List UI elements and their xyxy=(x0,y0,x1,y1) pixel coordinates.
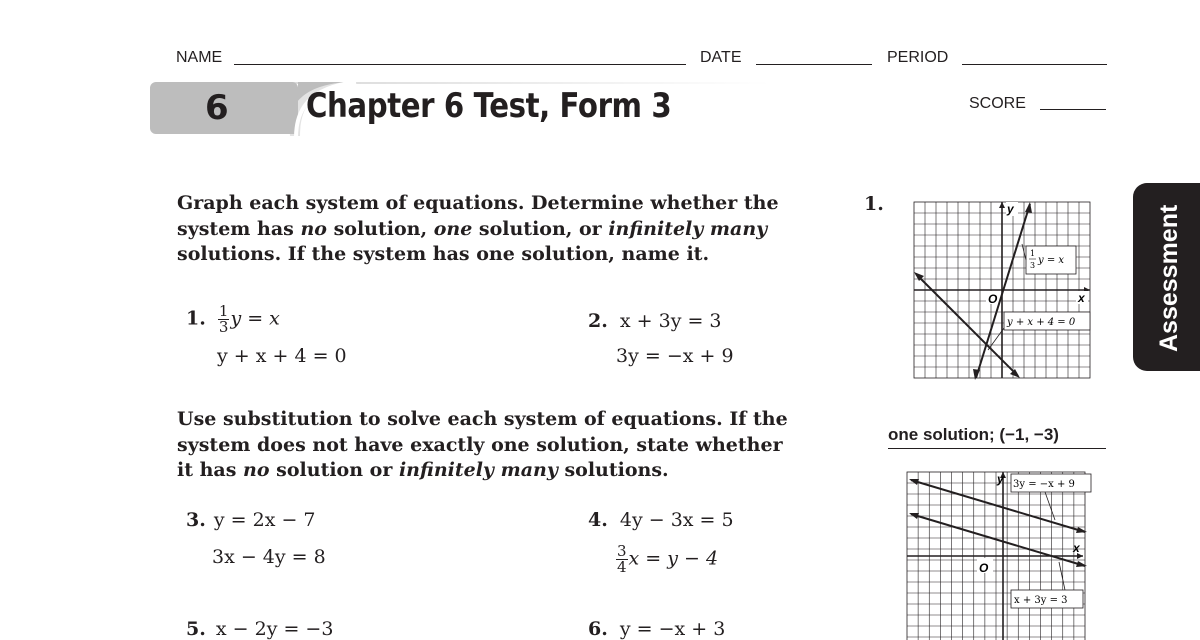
problem-2-eq2: 3y = −x + 9 xyxy=(616,345,734,367)
graph2-label-b: x + 3y = 3 xyxy=(1014,595,1068,606)
graph1-label-a-num: 1 xyxy=(1030,249,1036,258)
graph2-x-label: x xyxy=(1073,541,1080,555)
problem-1-eq2: y + x + 4 = 0 xyxy=(217,345,347,367)
answer-1-number: 1. xyxy=(864,193,884,215)
instr-line: it has no solution or infinitely many solutions. xyxy=(177,459,669,481)
name-blank[interactable] xyxy=(234,64,686,65)
problem-4-eq2: $\frac{3}{4}$ x = y − 4 xyxy=(617,542,719,576)
graph1-x-label: x xyxy=(1078,291,1085,305)
graph1-label-b: y + x + 4 = 0 xyxy=(1007,317,1076,328)
score-label: SCORE xyxy=(969,95,1026,112)
graph2-origin-label: O xyxy=(979,561,989,575)
answer-graph-1 xyxy=(912,200,1094,382)
answer-1-blank xyxy=(888,448,1106,449)
graph1-origin-label: O xyxy=(988,292,998,306)
graph2-label-a: 3y = −x + 9 xyxy=(1013,479,1075,490)
name-label: NAME xyxy=(176,49,223,66)
date-blank[interactable] xyxy=(756,64,872,65)
page-title: Chapter 6 Test, Form 3 xyxy=(306,86,672,126)
score-blank[interactable] xyxy=(1040,109,1106,110)
instr-line: solutions. If the system has one solution, name it. xyxy=(177,243,710,265)
problem-4-eq1: 4. 4y − 3x = 5 xyxy=(588,509,734,531)
problem-3-eq1: 3. y = 2x − 7 xyxy=(186,509,316,531)
instr-line: system has no solution, one solution, or infinitely many xyxy=(177,217,768,240)
problem-3-eq2: 3x − 4y = 8 xyxy=(212,546,326,568)
graph1-y-label: y xyxy=(1007,202,1014,216)
answer-1-text: one solution; (−1, −3) xyxy=(888,425,1059,444)
substitution-instructions xyxy=(177,407,837,484)
period-label: PERIOD xyxy=(887,49,949,66)
chapter-number: 6 xyxy=(205,88,229,128)
assessment-tab-label: Assessment xyxy=(1155,204,1183,352)
date-label: DATE xyxy=(700,49,742,66)
graph-instructions xyxy=(177,191,837,268)
instr-line: Use substitution to solve each system of equations. If the xyxy=(177,408,788,430)
problem-1-eq1: 1. $\frac{1}{3}$ y = x xyxy=(186,302,280,336)
problem-6-eq1: 6. y = −x + 3 xyxy=(588,618,726,640)
problem-5-eq1: 5. x − 2y = −3 xyxy=(186,618,334,640)
graph1-label-a-rest: y = x xyxy=(1038,255,1065,266)
graph2-y-label: y xyxy=(997,472,1004,486)
instr-line: system does not have exactly one solution, state whether xyxy=(177,433,783,456)
period-blank[interactable] xyxy=(962,64,1107,65)
problem-2-eq1: 2. x + 3y = 3 xyxy=(588,310,722,332)
graph1-label-a-den: 3 xyxy=(1030,261,1036,270)
answer-graph-2 xyxy=(905,470,1095,640)
instr-line: Graph each system of equations. Determine whether the xyxy=(177,192,779,214)
